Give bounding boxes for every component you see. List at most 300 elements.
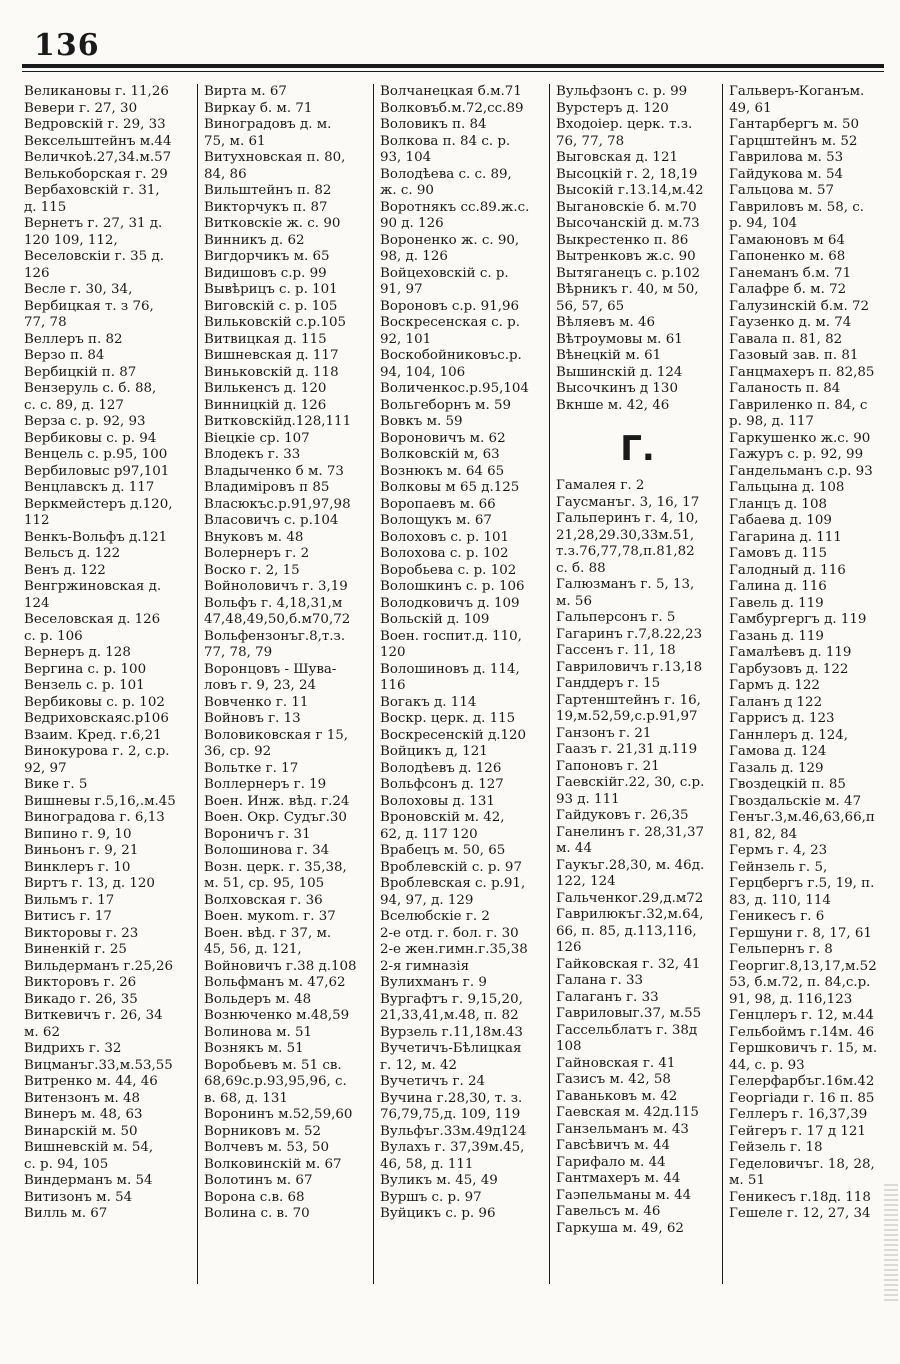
index-entry: Ганзонъ г. 21 [556, 725, 652, 741]
index-entry: Ганелинъ г. 28,31,37 [556, 824, 704, 840]
index-entry: Вензель с. р. 101 [24, 678, 145, 693]
index-entry: Викторчукъ п. 87 [204, 199, 328, 215]
index-entry: Воллернеръ г. 19 [204, 777, 327, 792]
index-entry: Вилькенсъ д. 120 [204, 381, 327, 396]
index-entry: Воен. Инж. вѣд. г.24 [204, 793, 350, 809]
index-entry: Войцикъ д, 121 [380, 744, 488, 759]
index-entry: Гейгеръ г. 17 д 121 [729, 1123, 866, 1139]
index-column-1 [22, 84, 197, 1284]
index-entry: Вуликъ м. 45, 49 [380, 1173, 498, 1188]
index-entry: Высоцкій г. 2, 18,19 [556, 166, 698, 182]
index-entry: Вознякъ м. 51 [204, 1041, 304, 1056]
index-entry: Габаева д. 109 [729, 513, 832, 528]
index-entry: Галаность п. 84 [729, 381, 841, 396]
index-entry: Винарскій м. 50 [24, 1123, 138, 1139]
index-entry: 93, 104 [380, 150, 432, 165]
index-entry: Воен. госпит.д. 110, [380, 628, 522, 644]
index-entry: Вѣляевъ м. 46 [556, 315, 656, 330]
index-entry: Войцеховскій с. р. [380, 265, 509, 281]
index-entry: Волинова м. 51 [204, 1024, 313, 1040]
index-entry: Гагаринъ г.7,8.22,23 [556, 626, 703, 642]
index-entry: Волковъб.м.72,сс.89 [380, 100, 524, 116]
index-entry: 62, д. 117 120 [380, 826, 478, 842]
index-entry: Вольскій д. 109 [380, 612, 490, 627]
index-entry: Гавсѣвичъ м. 44 [556, 1138, 671, 1153]
index-entry: Георгіади г. 16 п. 85 [729, 1090, 875, 1106]
index-entry: Гантарбергъ м. 50 [729, 117, 860, 132]
index-entry: Высочанскій д. м.73 [556, 216, 700, 231]
index-entry: Выкрестенко п. 86 [556, 232, 689, 248]
index-entry: Вишневскій м. 54, [24, 1140, 154, 1155]
index-entry: Гвоздецкій п. 85 [729, 777, 846, 792]
index-entry: Гарифало м. 44 [556, 1154, 666, 1170]
scan-edge-mark [884, 1184, 898, 1304]
index-entry: с. р. 106 [24, 628, 83, 644]
index-entry: 77, 78 [24, 315, 67, 330]
index-entry: Витисъ г. 17 [24, 909, 112, 924]
index-entry: Гайдукова м. 54 [729, 166, 844, 182]
index-entry: Гавриловыг.37, м.55 [556, 1006, 702, 1021]
index-entry: Владыченко б м. 73 [204, 463, 344, 479]
index-entry: Волотинъ м. 67 [204, 1173, 313, 1188]
index-entry: Ганнлеръ д. 124, [729, 727, 849, 743]
index-entry: Гаевскійг.22, 30, с.р. [556, 775, 705, 790]
index-entry: Вознюченко м.48,59 [204, 1008, 350, 1023]
index-entry: 92, 97 [24, 760, 67, 776]
index-entry: Вселюбскіе г. 2 [380, 909, 490, 924]
index-entry: Витензонъ м. 48 [24, 1090, 141, 1106]
index-entry: 19,м.52,59,с.р.91,97 [556, 709, 698, 724]
index-entry: 91, 98, д. 116,123 [729, 991, 853, 1007]
index-entry: Гавриловъ м. 58, с. [729, 199, 865, 215]
index-entry: Взаим. Кред. г.6,21 [24, 727, 162, 743]
index-entry: Ганеманъ б.м. 71 [729, 265, 852, 281]
index-entry: Вроновскій м. 42, [380, 810, 505, 825]
index-entry: Вербицкая т. з 76, [24, 298, 154, 314]
index-entry: 68,69с.р.93,95,96, с. [204, 1074, 347, 1089]
index-entry: Виндерманъ м. 54 [24, 1173, 153, 1188]
index-entry: Гамалея г. 2 [556, 478, 645, 493]
index-entry: 46, 58, д. 111 [380, 1156, 474, 1172]
index-entry: Венгржиновская д. [24, 579, 162, 594]
index-entry: Галаганъ г. 33 [556, 989, 659, 1005]
index-entry: Воронцовъ - Шува- [204, 661, 337, 677]
index-entry: Вывѣрицъ с. р. 101 [204, 282, 338, 297]
index-entry: Вургафтъ г. 9,15,20, [380, 991, 523, 1007]
index-entry: 94, 104, 106 [380, 364, 466, 380]
index-entry: Вербиловыс р97,101 [24, 463, 170, 479]
index-entry: Вицманъг.33,м.53,55 [24, 1057, 173, 1073]
index-entry: Ведровскій г. 29, 33 [24, 117, 166, 132]
index-entry: Волчевъ м. 53, 50 [204, 1140, 330, 1155]
index-entry: Воропаевъ м. 66 [380, 496, 496, 512]
index-entry: 83, д. 110, 114 [729, 892, 831, 908]
index-entry: Величкоѣ.27,34.м.57 [24, 150, 172, 165]
header-rule-thin [22, 71, 884, 72]
index-entry: Внуковъ м. 48 [204, 529, 304, 545]
index-entry: 108 [556, 1039, 582, 1054]
index-entry: Влодекъ г. 33 [204, 447, 301, 462]
index-entry: г. 12, м. 42 [380, 1057, 458, 1073]
index-entry: Ганддеръ г. 15 [556, 676, 661, 691]
index-entry: Георгиг.8,13,17,м.52 [729, 958, 877, 974]
index-entry: Гамовъ д. 115 [729, 546, 827, 561]
index-entry: Гаевская м. 42д.115 [556, 1105, 699, 1120]
index-entry: Власюкъс.р.91,97,98 [204, 496, 351, 512]
index-entry: 120 [380, 645, 406, 660]
index-entry: 98, д. 126 [380, 249, 448, 264]
index-entry: Випино г. 9, 10 [24, 826, 132, 842]
index-entry: Вербицкій п. 87 [24, 364, 137, 380]
index-entry: Вильмъ г. 17 [24, 892, 115, 908]
index-entry: Вексельштейнъ м.44 [24, 133, 172, 149]
index-entry: Вильштейнъ п. 82 [204, 183, 332, 198]
index-entry: 45, 56, д. 121, [204, 942, 302, 957]
index-entry: т.з.76,77,78,п.81,82 [556, 544, 695, 559]
index-entry: Витвицкая д. 115 [204, 331, 327, 347]
index-entry: Волоховы д. 131 [380, 793, 495, 809]
index-entry: 76, 77, 78 [556, 133, 625, 149]
index-entry: Вороновъ с.р. 91,96 [380, 298, 520, 314]
index-entry: Гаукъг.28,30, м. 46д. [556, 857, 705, 873]
index-entry: д. 115 [24, 199, 67, 215]
index-entry: Вѣрникъ г. 40, м 50, [556, 282, 699, 297]
index-entry: Володѣева с. с. 89, [380, 166, 512, 182]
index-entry: Врабецъ м. 50, 65 [380, 843, 506, 858]
index-entry: Волковы м 65 д.125 [380, 480, 520, 495]
index-entry: Виньонъ г. 9, 21 [24, 843, 139, 858]
index-entry: Вельсъ д. 122 [24, 546, 121, 561]
index-entry: Волернеръ г. 2 [204, 546, 310, 561]
index-entry: Волошинова г. 34 [204, 843, 330, 858]
index-entry: Верзо п. 84 [24, 348, 105, 363]
index-entry: Гарбузовъ д. 122 [729, 661, 849, 677]
index-entry: Витковскіе ж. с. 90 [204, 216, 341, 231]
index-entry: Воскресенскій д.120 [380, 727, 527, 743]
index-entry: Гавель д. 119 [729, 595, 824, 611]
index-entry: 2-е жен.гимн.г.35,38 [380, 942, 528, 957]
index-entry: Гаэпельманы м. 44 [556, 1187, 692, 1203]
index-entry: 36, ср. 92 [204, 744, 272, 759]
index-entry: Вербиковы с. р. 102 [24, 694, 165, 710]
index-entry: Винклеръ г. 10 [24, 859, 131, 875]
index-entry: Вольдеръ м. 48 [204, 991, 312, 1007]
index-entry: Гальперсонъ г. 5 [556, 610, 676, 625]
index-entry: Гавельсъ м. 46 [556, 1204, 661, 1219]
index-entry: Вульфъг.33м.49д124 [380, 1123, 527, 1139]
index-entry: Гамалѣевъ д. 119 [729, 645, 852, 660]
index-entry: с. р. 94, 105 [24, 1156, 109, 1172]
index-entry: Венкъ-Вольфъ д.121 [24, 529, 168, 545]
index-entry: в. 68, д. 131 [204, 1090, 288, 1106]
index-entry: Воробьевъ м. 51 св. [204, 1057, 342, 1073]
index-entry: Видрихъ г. 32 [24, 1041, 122, 1056]
index-entry: Галюзманъ г. 5, 13, [556, 577, 695, 592]
index-entry: Гельпернъ г. 8 [729, 942, 833, 957]
header-rule-thick [22, 64, 884, 68]
index-entry: Воскобойниковъс.р. [380, 348, 522, 363]
index-entry: Геникесъ г.18д. 118 [729, 1189, 871, 1205]
index-entry: Ворона с.в. 68 [204, 1189, 305, 1205]
index-entry: Воротнякъ сс.89.ж.с. [380, 199, 530, 215]
index-entry: Волошиновъ д. 114, [380, 661, 520, 677]
index-entry: Викадо г. 26, 35 [24, 991, 138, 1007]
index-entry: Владиміровъ п 85 [204, 480, 330, 495]
index-entry: 84, 86 [204, 166, 247, 182]
index-entry: Геллеръ г. 16,37,39 [729, 1107, 868, 1122]
index-entry: Галодный д. 116 [729, 562, 846, 578]
index-entry: Волина с. в. 70 [204, 1206, 310, 1221]
index-entry: Веселовскіи г. 35 д. [24, 249, 164, 264]
index-entry: Воронинъ м.52,59,60 [204, 1107, 353, 1122]
index-entry: Веселовская д. 126 [24, 612, 161, 627]
index-entry: Викторовы г. 23 [24, 925, 139, 941]
index-entry: Галанъ д 122 [729, 694, 823, 710]
index-entry: Вербиковы с. р. 94 [24, 430, 157, 446]
index-entry: Вольтке г. 17 [204, 760, 299, 776]
index-entry: Вике г. 5 [24, 777, 88, 792]
index-entry: Волошкинъ с. р. 106 [380, 579, 525, 594]
index-entry: Гамаюновъ м 64 [729, 232, 845, 248]
index-entry: Вернетъ г. 27, 31 д. [24, 216, 163, 231]
index-entry: Волковинскій м. 67 [204, 1156, 342, 1172]
index-entry: Викторовъ г. 26 [24, 975, 137, 990]
index-entry: Гантмахеръ м. 44 [556, 1171, 681, 1186]
index-entry: Винникъ д. 62 [204, 232, 305, 248]
index-entry: Весле г. 30, 34, [24, 282, 133, 297]
index-entry: Гельбоймъ г.14м. 46 [729, 1024, 875, 1040]
index-entry: Газань д. 119 [729, 628, 824, 644]
index-entry: Вѣтроумовы м. 61 [556, 331, 683, 347]
index-entry: Гандельманъ с.р. 93 [729, 463, 873, 479]
index-entry: Газовый зав. п. 81 [729, 348, 859, 363]
index-entry: 44, с. р. 93 [729, 1057, 805, 1073]
index-entry: Волчанецкая б.м.71 [380, 84, 522, 99]
index-entry: м. 56 [556, 593, 592, 609]
index-entry: Войноловичъ г. 3,19 [204, 579, 348, 594]
index-entry: Вишневская д. 117 [204, 348, 339, 363]
index-entry: Виткевичъ г. 26, 34 [24, 1008, 163, 1023]
index-entry: 120 109, 112, [24, 232, 118, 248]
index-entry: м. 44 [556, 841, 592, 856]
index-entry: Гаазъ г. 21,31 д.119 [556, 742, 698, 757]
index-entry: Віецкіе ср. 107 [204, 430, 310, 446]
index-entry: Вольфманъ м. 47,62 [204, 975, 346, 990]
index-entry: Витизонъ м. 54 [24, 1189, 133, 1205]
index-entry: Воловиковская г 15, [204, 727, 349, 743]
index-entry: Волощукъ м. 67 [380, 513, 492, 528]
index-entry: Гавриловичъ г.13,18 [556, 659, 703, 675]
index-entry: Видишовъ с.р. 99 [204, 265, 327, 281]
index-entry: Веркмейстеръ д.120, [24, 496, 173, 512]
index-entry: Гассенъ г. 11, 18 [556, 643, 676, 658]
index-entry: Виноградова г. 6,13 [24, 810, 165, 825]
index-entry: Воскр. церк. д. 115 [380, 711, 516, 726]
index-entry: Галана г. 33 [556, 973, 644, 988]
index-entry: 49, 61 [729, 100, 772, 116]
index-entry: Вергина с. р. 100 [24, 661, 147, 677]
index-entry: Волоховъ с. р. 101 [380, 529, 510, 545]
index-entry: Гайковская г. 32, 41 [556, 956, 701, 972]
index-entry: Верза с. р. 92, 93 [24, 414, 146, 429]
index-entry: с. с. 89, д. 127 [24, 397, 124, 413]
index-entry: Гершковичъ г. 15, м. [729, 1041, 878, 1056]
index-entry: Вулихманъ г. 9 [380, 975, 487, 990]
index-entry: Володковичъ д. 109 [380, 595, 520, 611]
index-entry: Виньковскій д. 118 [204, 364, 339, 380]
index-entry: Вороничъ г. 31 [204, 826, 311, 842]
index-entry: ж. с. 90 [380, 183, 434, 198]
index-entry: Вучина г.28,30, т. з. [380, 1090, 523, 1106]
index-entry: Вурстеръ д. 120 [556, 100, 669, 116]
index-entry: Гаркуша м. 49, 62 [556, 1220, 684, 1236]
index-entry: Гелерфарбъг.16м.42 [729, 1074, 875, 1089]
index-entry: р. 98, д. 117 [729, 414, 814, 429]
index-entry: Войновъ г. 13 [204, 711, 301, 726]
index-entry: Вкнше м. 42, 46 [556, 397, 670, 413]
index-entry: Виненкій г. 25 [24, 942, 127, 957]
index-entry: Герцбергъ г.5, 19, п. [729, 876, 875, 891]
index-entry: Веллеръ п. 82 [24, 331, 123, 347]
index-entry: Выговская д. 121 [556, 150, 678, 165]
index-entry: Вовкъ м. 59 [380, 414, 463, 429]
index-entry: Вольфензонъг.8,т.з. [204, 628, 346, 644]
index-entry: 53, б.м.72, п. 84,с.р. [729, 975, 871, 990]
index-entry: Гаузенко д. м. 74 [729, 315, 852, 330]
index-entry: Винницкій д. 126 [204, 397, 327, 413]
index-entry: Воличенкос.р.95,104 [380, 381, 529, 396]
index-columns [22, 84, 884, 1284]
index-entry: Вытренковъ ж.с. 90 [556, 249, 696, 264]
index-entry: Высокій г.13.14,м.42 [556, 183, 704, 198]
index-entry: р. 94, 104 [729, 216, 798, 231]
index-entry: 21,28,29.30,33м.51, [556, 527, 695, 543]
index-entry: Выгановскіе б. м.70 [556, 199, 697, 215]
index-entry: Великановы г. 11,26 [24, 84, 169, 99]
index-entry: 126 [556, 940, 582, 955]
index-entry: Войновичъ г.38 д.108 [204, 958, 357, 974]
index-entry: 91, 97 [380, 282, 423, 297]
index-entry: Волохова с. р. 102 [380, 546, 509, 561]
index-entry: Гапоновъ г. 21 [556, 758, 660, 774]
index-entry: Гальперинъ г. 4, 10, [556, 511, 699, 526]
index-entry: Вучетичъ г. 24 [380, 1074, 486, 1089]
index-entry: Вигдорчикъ м. 65 [204, 249, 330, 264]
index-entry: Вольфъ г. 4,18,31,м [204, 595, 343, 611]
index-entry: Вишневы г.5,16,.м.45 [24, 793, 176, 809]
index-entry: м. 62 [24, 1024, 60, 1040]
index-entry: Вирта м. 67 [204, 84, 287, 99]
index-entry: Вуршъ с. р. 97 [380, 1189, 482, 1205]
index-entry: Воен. вѣд. г 37, м. [204, 925, 332, 941]
index-column-5 [722, 84, 884, 1284]
index-entry: 2-е отд. г. бол. г. 30 [380, 925, 519, 941]
index-entry: Гапоненко м. 68 [729, 249, 846, 264]
index-entry: Гавриленко п. 84, с [729, 397, 868, 413]
index-entry: Вознюкъ м. 64 65 [380, 463, 505, 479]
index-entry: Вурзель г.11,18м.43 [380, 1024, 523, 1040]
index-entry: Вернеръ д. 128 [24, 645, 131, 660]
index-entry: Виркау б. м. 71 [204, 100, 313, 116]
index-entry: Вогакъ д. 114 [380, 694, 477, 710]
index-entry: Гешеле г. 12, 27, 34 [729, 1206, 871, 1221]
index-entry: Генъг.3,м.46,63,66,п [729, 810, 875, 825]
index-entry: 126 [24, 265, 50, 281]
index-entry: Витухновская п. 80, [204, 150, 346, 165]
index-entry: 81, 82, 84 [729, 826, 798, 842]
index-entry: Гагарина д. 111 [729, 529, 842, 545]
index-entry: Вытяганецъ с. р.102 [556, 265, 700, 281]
index-entry: 124 [24, 595, 50, 611]
index-entry: Гершуни г. 8, 17, 61 [729, 925, 872, 941]
index-entry: Гажуръ с. р. 92, 99 [729, 447, 864, 462]
index-entry: 66, п. 85, д.113,116, [556, 923, 697, 939]
index-entry: Венцлавскъ д. 117 [24, 480, 155, 495]
index-entry: Гамова д. 124 [729, 744, 827, 759]
index-entry: Вороненко ж. с. 90, [380, 232, 520, 248]
index-entry: Гассельблатъ г. 38д [556, 1022, 698, 1038]
index-entry: Венцель с. р.95, 100 [24, 447, 168, 462]
index-entry: Газаль д. 129 [729, 760, 824, 776]
index-entry: Вуйцикъ с. р. 96 [380, 1206, 496, 1221]
index-column-2 [197, 84, 373, 1284]
index-entry: 47,48,49,50,б.м70,72 [204, 612, 351, 627]
index-entry: Гамбургергъ д. 119 [729, 612, 867, 627]
index-entry: Гарцштейнъ м. 52 [729, 133, 858, 149]
index-entry: Венъ д. 122 [24, 562, 106, 578]
index-entry: Гвоздальскіе м. 47 [729, 793, 862, 809]
index-entry: 77, 78, 79 [204, 645, 273, 660]
index-entry: 116 [380, 678, 406, 693]
index-entry: Ганцмахеръ п. 82,85 [729, 364, 875, 380]
index-entry: Галузинскій б.м. 72 [729, 298, 870, 314]
index-entry: Волкова п. 84 с. р. [380, 133, 511, 149]
index-entry: м. 51 [729, 1173, 765, 1188]
index-entry: Волковскій м, 63 [380, 447, 500, 462]
index-entry: Гайновская г. 41 [556, 1055, 676, 1071]
index-entry: Гермъ г. 4, 23 [729, 843, 828, 858]
index-entry: Вучетичъ-Бѣлицкая [380, 1041, 522, 1056]
index-entry: Генцлеръ г. 12, м.44 [729, 1008, 874, 1023]
index-entry: 90 д. 126 [380, 216, 444, 231]
index-entry: 56, 57, 65 [556, 298, 625, 314]
index-entry: Газисъ м. 42, 58 [556, 1072, 671, 1087]
index-entry: Вольфсонъ д. 127 [380, 777, 504, 792]
index-entry: Вольгеборнъ м. 59 [380, 397, 512, 413]
section-heading-letter: Г. [620, 429, 655, 469]
index-entry: Вензеруль с. б. 88, [24, 381, 157, 396]
index-entry: Гаусманъг. 3, 16, 17 [556, 494, 700, 510]
index-entry: Вовченко г. 11 [204, 694, 309, 710]
index-entry: Витренко м. 44, 46 [24, 1074, 158, 1089]
index-entry: 2-я гимназія [380, 958, 470, 974]
index-entry: Волховская г. 36 [204, 892, 323, 908]
index-entry: 94, 97, д. 129 [380, 892, 474, 908]
index-entry: Гланцъ д. 108 [729, 496, 827, 512]
index-entry: Гальцова м. 57 [729, 183, 835, 198]
index-entry: Вербаховскій г. 31, [24, 183, 160, 198]
index-entry: Вороновичъ м. 62 [380, 430, 506, 446]
index-entry: Вроблевскій с. р. 97 [380, 859, 522, 875]
index-entry: Винокурова г. 2, с.р. [24, 744, 170, 759]
index-entry: Гейнзель г. 5, [729, 859, 828, 875]
index-entry: Гальцына д. 108 [729, 480, 845, 495]
index-entry: Воско г. 2, 15 [204, 562, 300, 578]
index-entry: с. б. 88 [556, 560, 606, 576]
index-entry: Ведриховскаяс.р106 [24, 711, 169, 726]
index-entry: Винеръ м. 48, 63 [24, 1107, 143, 1122]
index-entry: Вулахъ г. 37,39м.45, [380, 1140, 525, 1155]
